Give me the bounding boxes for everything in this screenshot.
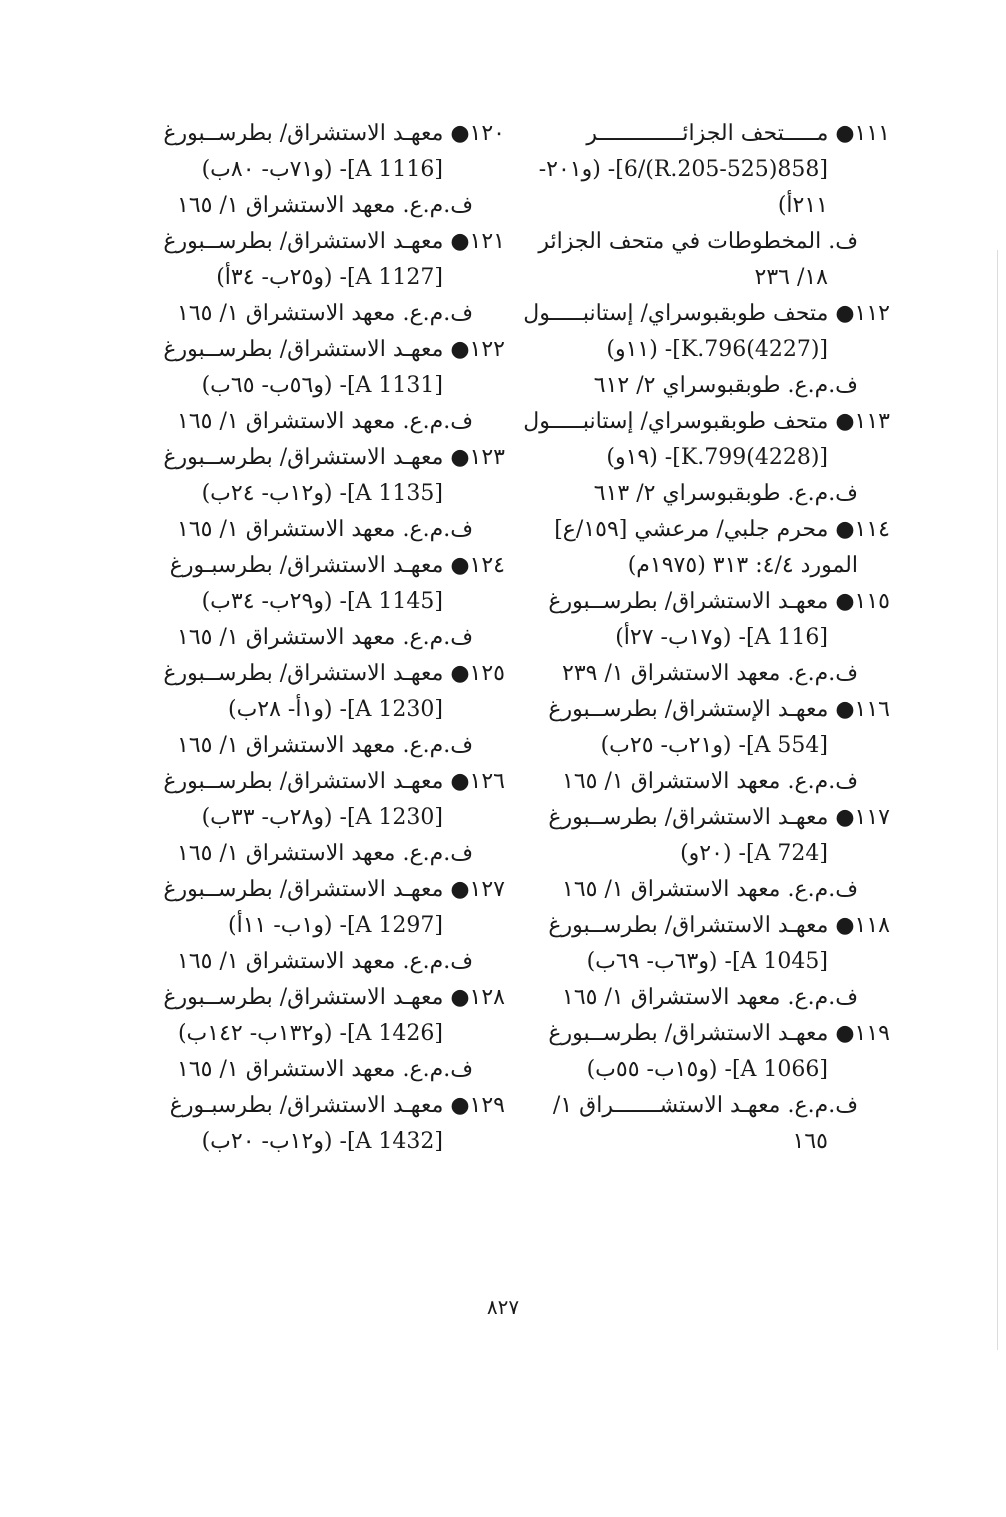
entry-heading: ١٢١● معهـد الاستشراق/ بطرســبورغ — [163, 229, 505, 254]
entry-heading: ١١٥● معهـد الاستشراق/ بطرســبورغ — [548, 589, 890, 614]
entry-heading: ١٢٥● معهـد الاستشراق/ بطرســبورغ — [163, 661, 505, 686]
entry-source: ف.م.ع. معهد الاستشراق ١/ ١٦٥ — [177, 841, 473, 866]
entry-heading: ١٢٨● معهـد الاستشراق/ بطرســبورغ — [163, 985, 505, 1010]
entry-126 — [160, 764, 505, 872]
entry-source: ف.م.ع. معهـد الاستشـــــــراق ١/ — [552, 1093, 858, 1118]
entry-reference: [A 1432]- (و١٢ب- ٢٠ب) — [201, 1129, 443, 1154]
scan-edge-line — [997, 250, 998, 1350]
page-number: ٨٢٧ — [486, 1295, 520, 1319]
entry-129 — [160, 1088, 505, 1160]
entry-reference: [A 554]- (و٢١ب- ٢٥ب) — [600, 733, 828, 758]
entry-reference: [A 1131]- (و٥٦ب- ٦٥ب) — [201, 373, 443, 398]
entry-reference: [A 724]- (٢٠و) — [680, 841, 828, 866]
entry-118 — [545, 908, 890, 1016]
entry-source: ف.م.ع. طوبقبوسراي ٢/ ٦١٢ — [593, 373, 858, 398]
entry-heading: ١١٣● متحف طوبقبوسراي/ إستانبـــــول — [523, 409, 890, 434]
entry-source: ف.م.ع. معهد الاستشراق ١/ ١٦٥ — [177, 949, 473, 974]
entry-reference: [A 1127]- (و٢٥ب- ٣٤أ) — [216, 265, 443, 290]
entry-source: ف.م.ع. معهد الاستشراق ١/ ١٦٥ — [177, 625, 473, 650]
entry-source: ف.م.ع. معهد الاستشراق ١/ ١٦٥ — [562, 985, 858, 1010]
entry-reference: [A 116]- (و١٧ب- ٢٧أ) — [615, 625, 828, 650]
entry-source: ف.م.ع. معهد الاستشراق ١/ ١٦٥ — [177, 301, 473, 326]
entry-heading: ١١٨● معهـد الاستشراق/ بطرســبورغ — [548, 913, 890, 938]
entry-source: ف.م.ع. معهد الاستشراق ١/ ٢٣٩ — [562, 661, 858, 686]
entry-reference: [A 1426]- (و١٣٢ب- ١٤٢ب) — [177, 1021, 443, 1046]
entry-heading: ١١١● مـــــتحف الجزائـــــــــــــر — [586, 121, 890, 146]
right-column — [523, 116, 890, 1160]
entry-source: ف.م.ع. معهد الاستشراق ١/ ١٦٥ — [562, 877, 858, 902]
entry-113 — [523, 404, 890, 512]
entry-reference: [A 1066]- (و١٥ب- ٥٥ب) — [586, 1057, 828, 1082]
entry-source: ف.م.ع. معهد الاستشراق ١/ ١٦٥ — [177, 517, 473, 542]
entry-128 — [160, 980, 505, 1088]
entry-heading: ١١٦● معهـد الإستشراق/ بطرســبورغ — [548, 697, 890, 722]
entry-120 — [160, 116, 505, 224]
entry-heading: ١٢٧● معهـد الاستشراق/ بطرســبورغ — [163, 877, 505, 902]
entry-source: ف.م.ع. معهد الاستشراق ١/ ١٦٥ — [177, 193, 473, 218]
entry-heading: ١١٧● معهـد الاستشراق/ بطرســبورغ — [548, 805, 890, 830]
entry-reference: المورد ٤/٤: ٣١٣ (١٩٧٥م) — [627, 553, 858, 578]
entry-heading: ١٢٦● معهـد الاستشراق/ بطرســبورغ — [163, 769, 505, 794]
entry-114 — [545, 512, 890, 584]
entry-heading: ١١٢● متحف طوبقبوسراي/ إستانبـــــول — [523, 301, 890, 326]
entry-source: ف.م.ع. معهد الاستشراق ١/ ١٦٥ — [177, 733, 473, 758]
entry-reference: [(4227)K.796]- (١١و) — [606, 337, 828, 362]
entry-source: ف.م.ع. معهد الاستشراق ١/ ١٦٥ — [177, 409, 473, 434]
entry-heading: ١٢٩● معهـد الاستشراق/ بطرسبـورغ — [169, 1093, 505, 1118]
entry-123 — [160, 440, 505, 548]
entry-reference: [A 1135]- (و١٢ب- ٢٤ب) — [201, 481, 443, 506]
entry-112 — [523, 296, 890, 404]
entry-111 — [538, 116, 890, 296]
entry-124 — [160, 548, 505, 656]
entry-125 — [160, 656, 505, 764]
entry-heading: ١١٤● محرم جلبي/ مرعشي [١٥٩/ع] — [554, 517, 890, 542]
entry-heading: ١٢٤● معهـد الاستشراق/ بطرسبـورغ — [169, 553, 505, 578]
entry-127 — [160, 872, 505, 980]
entry-reference: [A 1297]- (و١ب- ١١أ) — [228, 913, 443, 938]
entry-source: ف.م.ع. طوبقبوسراي ٢/ ٦١٣ — [593, 481, 858, 506]
entry-heading: ١٢٠● معهـد الاستشراق/ بطرســبورغ — [163, 121, 505, 146]
entry-reference: [A 1145]- (و٢٩ب- ٣٤ب) — [201, 589, 443, 614]
entry-source: ف.م.ع. معهد الاستشراق ١/ ١٦٥ — [177, 1057, 473, 1082]
entry-119 — [545, 1016, 890, 1160]
entry-source: ف. المخطوطات في متحف الجزائر — [538, 229, 858, 254]
entry-116 — [545, 692, 890, 800]
entry-reference: [(4228)K.799]- (١٩و) — [606, 445, 828, 470]
entry-reference: [A 1230]- (و٢٨ب- ٣٣ب) — [201, 805, 443, 830]
entry-source-cont: ١٨/ ٢٣٦ — [754, 265, 828, 290]
entry-source: ف.م.ع. معهد الاستشراق ١/ ١٦٥ — [562, 769, 858, 794]
entry-121 — [160, 224, 505, 332]
entry-reference: [A 1116]- (و٧١ب- ٨٠ب) — [201, 157, 443, 182]
entry-source-cont: ١٦٥ — [792, 1129, 828, 1154]
left-column — [160, 116, 505, 1160]
entry-heading: ١١٩● معهـد الاستشراق/ بطرســبورغ — [548, 1021, 890, 1046]
entry-reference: [858(525-R.205)/6]- (و٢٠١- — [538, 157, 828, 182]
entry-heading: ١٢٢● معهـد الاستشراق/ بطرســبورغ — [163, 337, 505, 362]
entry-115 — [545, 584, 890, 692]
entry-reference: [A 1230]- (و١أ- ٢٨ب) — [228, 697, 443, 722]
entry-reference-cont: ٢١١أ) — [777, 193, 828, 218]
entry-117 — [545, 800, 890, 908]
entry-122 — [160, 332, 505, 440]
entry-heading: ١٢٣● معهـد الاستشراق/ بطرســبورغ — [163, 445, 505, 470]
entry-reference: [A 1045]- (و٦٣ب- ٦٩ب) — [586, 949, 828, 974]
